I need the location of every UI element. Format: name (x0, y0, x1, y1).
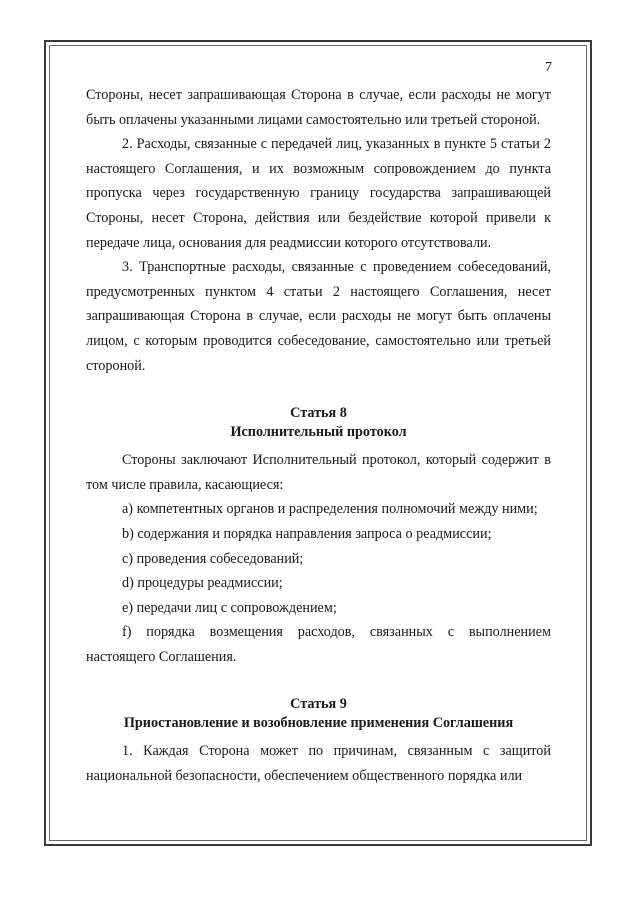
list-item-d: d) процедуры реадмиссии; (122, 575, 283, 592)
list-item-b: b) содержания и порядка направления запроса о реадмиссии; (122, 525, 492, 542)
article-9-paragraph-1: 1. Каждая Сторона может по причинам, связанным с защитой национальной безопасности, обеспечением общественного порядка или (86, 743, 551, 785)
list-item-f: f) порядка возмещения расходов, связанных с выполнением настоящего Соглашения. (86, 624, 551, 665)
paragraph-expenses-3: 3. Транспортные расходы, связанные с проведением собеседований, предусмотренных пунктом 4 статьи 2 настоящего Соглашения, несет запрашивающая Сторона в случае, если расходы не могут быть оплачены лицом, с которым проводится собеседование, самостоятельно или третьей стороной. (86, 259, 551, 374)
article-8-title: Исполнительный протокол (230, 424, 407, 441)
list-item-e: e) передачи лиц с сопровождением; (122, 599, 337, 616)
article-9-title: Приостановление и возобновление применения Соглашения (123, 715, 514, 732)
article-8-intro: Стороны заключают Исполнительный протокол, который содержит в том числе правила, касающиеся: (86, 452, 551, 493)
page-number: 7 (545, 60, 552, 75)
paragraph-continuation: Стороны, несет запрашивающая Сторона в случае, если расходы не могут быть оплачены указанными лицами самостоятельно или третьей стороной. (86, 87, 551, 128)
article-9-heading (86, 695, 551, 733)
document-body (86, 83, 551, 789)
article-8-heading (86, 404, 551, 442)
article-9-number: Статья 9 (290, 696, 347, 713)
list-item-a: a) компетентных органов и распределения полномочий между ними; (122, 501, 538, 518)
article-8-number: Статья 8 (290, 405, 347, 422)
list-item-c: c) проведения собеседований; (122, 550, 304, 567)
paragraph-expenses-2: 2. Расходы, связанные с передачей лиц, указанных в пункте 5 статьи 2 настоящего Соглашения, и их возможным сопровождением до пункта пропуска через государственную границу государства запрашивающей Стороны, несет Сторона, действия или бездействие которой привели к передаче лица, основания для реадмиссии которого отсутствовали. (86, 136, 551, 251)
